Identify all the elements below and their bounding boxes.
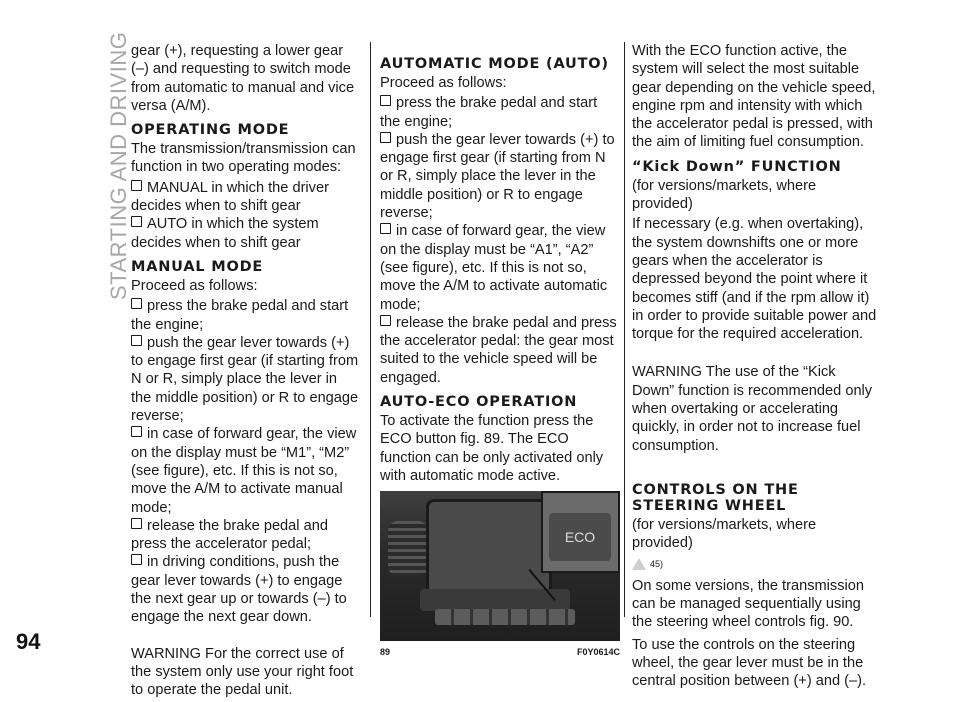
chapter-title	[66, 31, 131, 300]
figure-code: F0Y0614C	[576, 647, 620, 658]
heading-steering-controls: CONTROLS ON THE STEERING WHEEL	[632, 481, 799, 514]
heading-operating-mode: OPERATING MODE	[131, 122, 290, 139]
list-item: release the brake pedal and press the accelerator pedal;	[131, 517, 328, 553]
list-item: push the gear lever towards (+) to engage first gear (if starting from N or R, simply place the lever in the middle position) or R to engage reverse;	[131, 334, 359, 425]
list-item: in case of forward gear, the view on the display must be “A1”, “A2” (see figure), etc. If this is not so, move the A/M to activate automatic mode;	[380, 223, 608, 313]
eco-text: With the ECO function active, the system will select the most suitable gear depending on the vehicle speed, engine rpm and intensity with which the accelerator pedal is pressed, with the aim of limiting fuel consumption.	[632, 43, 876, 151]
list-item: push the gear lever towards (+) to engage first gear (if starting from N or R, simply place the lever in the middle position) or R to engage reverse;	[380, 131, 615, 222]
column-divider	[624, 42, 625, 617]
checkbox-bullet-icon	[380, 223, 391, 234]
list-item: release the brake pedal and press the accelerator pedal: the gear most suited to the vehicle speed will be engaged.	[380, 314, 617, 386]
steering-text-1: On some versions, the transmission can be managed sequentially using the steering wheel controls fig. 90.	[632, 577, 864, 631]
checkbox-bullet-icon	[380, 95, 391, 106]
list-item: AUTO in which the system decides when to shift gear	[131, 216, 319, 251]
checkbox-bullet-icon	[131, 180, 142, 191]
checkbox-bullet-icon	[380, 315, 391, 326]
list-item: in driving conditions, push the gear lever towards (+) to engage the next gear up or towards (–) to engage the next gear down.	[131, 554, 347, 626]
figure-eco-button	[380, 491, 620, 641]
warning-triangle-icon	[632, 558, 646, 570]
auto-eco-text: To activate the function press the ECO button fig. 89. The ECO function can be only activated only with automatic mode active.	[380, 413, 604, 484]
display-screen	[426, 499, 552, 595]
figure-caption	[380, 643, 620, 661]
checkbox-bullet-icon	[131, 335, 142, 346]
intro-text: gear (+), requesting a lower gear (–) and requesting to switch mode from automatic to manual and vice versa (A/M).	[131, 43, 355, 114]
list-item: MANUAL in which the driver decides when to shift gear	[131, 179, 329, 215]
kick-down-note: (for versions/markets, where provided)	[632, 177, 817, 213]
steering-text-2: To use the controls on the steering wheel, the gear lever must be in the central position between (+) and (–).	[632, 636, 867, 690]
list-item: press the brake pedal and start the engine;	[131, 298, 349, 333]
checkbox-bullet-icon	[131, 298, 142, 309]
operating-mode-text: The transmission/transmission can function in two operating modes:	[131, 141, 356, 176]
checkbox-bullet-icon	[131, 518, 142, 529]
heading-auto-eco: AUTO-ECO OPERATION	[380, 394, 578, 411]
list-item: in case of forward gear, the view on the display must be “M1”, “M2” (see figure), etc. If this is not so, move the A/M to activate manual mode;	[131, 426, 357, 516]
kick-down-warning: WARNING The use of the “Kick Down” function is recommended only when overtaking or accelerating quickly, in order not to increase fuel consumption.	[632, 364, 873, 454]
column-divider	[370, 42, 371, 617]
steering-note: (for versions/markets, where provided)	[632, 516, 817, 552]
button-row	[435, 609, 575, 625]
eco-inset	[541, 491, 620, 573]
list-item: press the brake pedal and start the engine;	[380, 95, 598, 130]
automatic-mode-text: Proceed as follows:	[380, 75, 507, 91]
chapter-title-text: STARTING AND DRIVING	[106, 31, 131, 300]
checkbox-bullet-icon	[380, 132, 391, 143]
column-3	[632, 42, 880, 693]
heading-kick-down: “Kick Down” FUNCTION	[632, 158, 842, 175]
eco-button: ECO	[549, 513, 611, 561]
figure-number: 89	[380, 647, 391, 658]
column-2	[380, 42, 620, 662]
checkbox-bullet-icon	[131, 216, 142, 227]
warning-reference-number: 45)	[650, 558, 664, 569]
warning-text: WARNING For the correct use of the system only use your right foot to operate the pedal unit.	[131, 645, 354, 699]
page-number: 94	[16, 629, 41, 654]
manual-mode-text: Proceed as follows:	[131, 277, 258, 294]
air-vent-icon	[388, 521, 428, 576]
heading-manual-mode: MANUAL MODE	[131, 258, 264, 275]
checkbox-bullet-icon	[131, 554, 142, 565]
column-1	[131, 42, 359, 702]
kick-down-text: If necessary (e.g. when overtaking), the system downshifts one or more gears when the accelerator is depressed beyond the point where it becomes stiff (and if the rpm allow it) in order to provide suitable power and torque for the required acceleration.	[632, 216, 877, 343]
heading-automatic-mode: AUTOMATIC MODE (AUTO)	[380, 56, 609, 72]
checkbox-bullet-icon	[131, 426, 142, 437]
warning-reference	[632, 555, 880, 573]
